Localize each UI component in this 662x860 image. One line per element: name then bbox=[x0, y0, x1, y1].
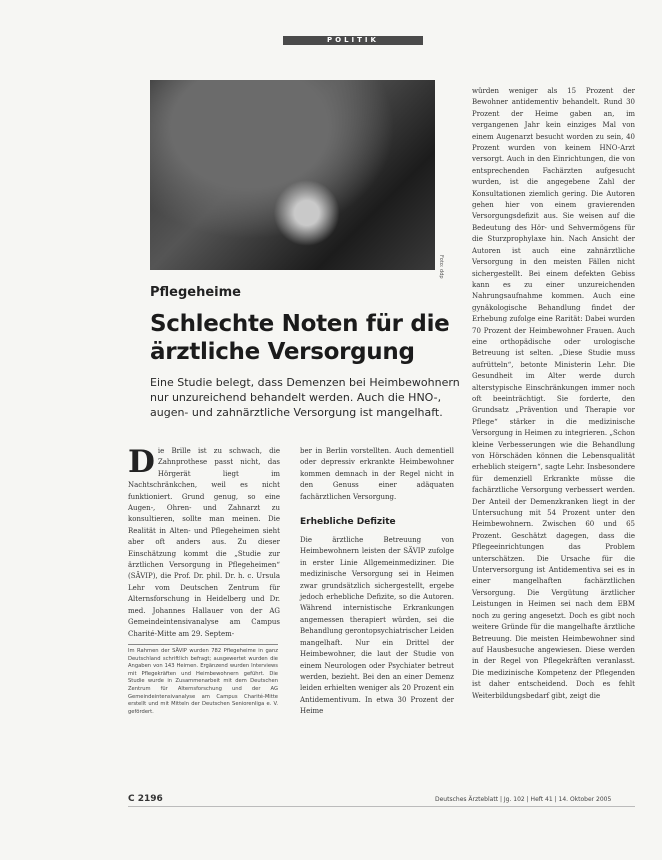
footnote: Im Rahmen der SÄVIP wurden 782 Pflegeheime in ganz Deutschland schriftlich befragt; ausgewertet wurden die Angaben von 143 Heimen. Ergänzend wurden Interviews mit Pflegekräften und Heimbewohnern geführt. Die Studie wurde in Zusammenarbeit mit dem Deutschen Zentrum für Alternsforschung und der AG Gemeindeintensivanalyse am Campus Charité-Mitte erstellt und mit Mitteln der Deutschen Seniorenliga e. V. gefördert. bbox=[128, 644, 278, 716]
article-lead: Eine Studie belegt, dass Demenzen bei Heimbewohnern nur unzureichend behandelt werden. Auch die HNO-, augen- und zahnärztliche Versorgung ist mangelhaft. bbox=[150, 376, 460, 419]
column-2-body: ber in Berlin vorstellten. Auch dementiell oder depressiv erkrankte Heimbewohner kommen demnach in der Regel nicht in den Genuss einer adäquaten fachärztlichen Versorgung. bbox=[300, 447, 454, 501]
article-photo bbox=[150, 80, 435, 270]
section-bar bbox=[283, 36, 423, 45]
article-kicker: Pflegeheime bbox=[150, 285, 241, 300]
page-number: C 2196 bbox=[128, 794, 163, 804]
column-3-body: würden weniger als 15 Prozent der Bewohner antidementiv behandelt. Rund 30 Prozent der Heime gaben an, im vergangenen Jahr kein einziges Mal von einem Augenarzt besucht worden zu sein, 40 Prozent wurden von keinem HNO-Arzt versorgt. Auch in den Einrichtungen, die von entsprechenden Fachärzten aufgesucht wurden, ist die angegebene Zahl der Konsultationen ziemlich gering. Die Autoren gehen hier von einem gravierenden Versorgungsdefizit aus. Sie weisen auf die Bedeutung des Hör- und Sehvermögens für die Sturzprophylaxe hin. Nach Ansicht der Autoren ist auch eine zahnärztliche Versorgung in den meisten Fällen nicht sichergestellt. Bei einem defekten Gebiss kann es zu einer unzureichenden Nahrungsaufnahme kommen. Auch eine gynäkologische Behandlung findet der Erhebung zufolge eine Rarität: Dabei wurden 70 Prozent der Heimbewohner Frauen. Auch eine orthopädische oder urologische Betreuung ist selten. „Diese Studie muss aufrütteln“, betonte Ministerin Lehr. Die Gesundheit im Alter werde durch alterstypische Einschränkungen immer noch oft beeinträchtigt. Sie forderte, den Grundsatz „Prävention und Therapie vor Pflege“ stärker in die medizinische Versorgung in Heimen zu integrieren. „Schon kleine Verbesserungen wie die Behandlung von Hörschäden können die Lebensqualität erheblich steigern“, sagte Lehr. Insbesondere für demenziell Erkrankte müsse die fachärztliche Versorgung verbessert werden. Der Anteil der Demenzkranken liegt in der Untersuchung mit 54 Prozent unter den Heimbewohnern. Zwischen 60 und 65 Prozent. Geschätzt dagegen, dass die Pflegeeinrichtungen das Problem unterschätzen. Die Ursache für die Unterversorgung ist Antidementiva sei es in einer mangelhaften fachärztlichen Versorgung. Die Vergütung ärztlicher Leistungen in Heimen sei nach dem EBM noch zu gering angesetzt. Doch es gibt noch weitere Gründe für die mangelhafte ärztliche Betreuung. Die meisten Heimbewohner sind auf Hausbesuche angewiesen. Diese werden in der Regel von Pflegekräften veranlasst. Die medizinische Kompetenz der Pflegenden ist daher entscheidend. Doch es fehlt Weiterbildungsbedarf gibt, zeigt die bbox=[472, 87, 635, 700]
footer-rule bbox=[128, 806, 635, 807]
photo-credit: Foto: ddp bbox=[438, 255, 444, 279]
drop-cap: D bbox=[128, 444, 155, 480]
column-1-text bbox=[128, 446, 280, 640]
article-headline: Schlechte Noten für die ärztliche Versorgung bbox=[150, 311, 450, 365]
article-column-3 bbox=[472, 86, 635, 702]
column-2-body-continued: Die ärztliche Betreuung von Heimbewohnern leisten der SÄVIP zufolge in erster Linie Allgemeinmediziner. Die medizinische Versorgung sei in Heimen zwar grundsätzlich sichergestellt, ergebe jedoch erhebliche Defizite, so die Autoren. Während internistische Erkrankungen angemessen therapiert würden, sei die Behandlung gerontopsychiatrischer Leiden mangelhaft. Nur ein Drittel der Heimbewohner, die laut der Studie von einem Neurologen oder Psychiater betreut werden, bezieht. Bei den an einer Demenz leiden erhielten weniger als 20 Prozent ein Antidementivum. In etwa 30 Prozent der Heime bbox=[300, 536, 454, 716]
column-1-body: ie Brille ist zu schwach, die Zahnprothese passt nicht, das Hörgerät liegt im Nachtschränkchen, weil es nicht funktioniert. Grund genug, so eine Augen-, Ohren- und Zahnarzt zu konsultieren, sollte man meinen. Die Realität in Alten- und Pflegeheimen sieht aber oft anders aus. Zu dieser Einschätzung kommt die „Studie zur ärztlichen Versorgung in Pflegeheimen“ (SÄVIP), die Prof. Dr. phil. Dr. h. c. Ursula Lehr vom Deutschen Zentrum für Alternsforschung in Heidelberg und Dr. med. Johannes Hallauer von der AG Gemeindeintensivanalyse am Campus Charité-Mitte am 29. Septem- bbox=[128, 447, 280, 638]
article-subhead: Erhebliche Defizite bbox=[300, 517, 396, 528]
article-column-1 bbox=[128, 446, 280, 640]
article-column-2 bbox=[300, 446, 454, 718]
section-label: POLITIK bbox=[327, 36, 379, 44]
journal-footer: Deutsches Ärzteblatt | Jg. 102 | Heft 41 | 14. Oktober 2005 bbox=[435, 796, 612, 803]
